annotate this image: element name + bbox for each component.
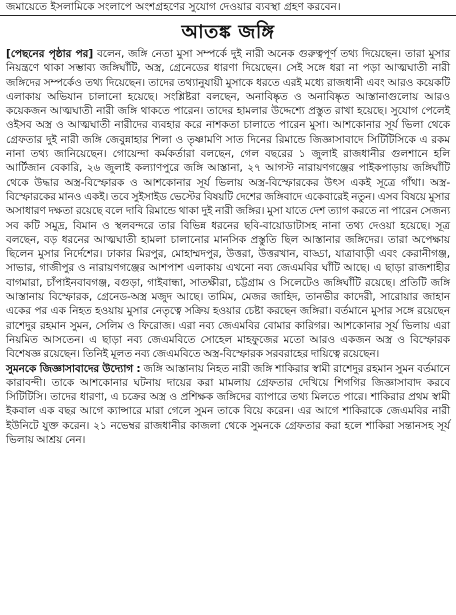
section-subhead: সুমনকে জিজ্ঞাসাবাদের উদ্যোগ : <box>6 362 141 375</box>
paragraph-2-text: জঙ্গি আস্তানায় নিহত নারী জঙ্গি শাকিরার স্বামী রাশেদুর রহমান সুমন বর্তমানে কারাবন্দী। তাকে আশকোনার ঘটনায় দায়ের করা মামলায় গ্রেফতার দেখিয়ে শিগগির জিজ্ঞাসাবাদ করবে সিটিটিসি। তাদের ধারণা, এ চক্রের অস্ত্র ও প্রশিক্ষক জঙ্গিদের ব্যাপারে তথ্য মিলতে পারে। শাকিরার প্রথম স্বামী ইকবাল এক বছর আগে ক্যান্সারে মারা গেলে সুমন তাকে বিয়ে করেন। এর আগে শাকিরাকে জেএমবির নারী ইউনিটে যুক্ত করেন। ২১ নভেম্বর রাজধানীর কাজলা থেকে সুমনকে গ্রেফতার করা হলে শাকিরা সন্তানসহ সূর্য ভিলায় আশ্রয় নেন। <box>6 362 450 447</box>
paragraph-1-text: বলেন, জঙ্গি নেতা মুসা সম্পর্কে দুই নারী অনেক গুরুত্বপূর্ণ তথ্য দিয়েছেন। তারা মুসার নিয়ন্ত্রণে থাকা সম্ভাব্য জঙ্গিঘাঁটি, অস্ত্র, গ্রেনেডের ধারণা দিয়েছেন। সেই সঙ্গে ধরা না পড়া আত্মঘাতী নারী জঙ্গিদের সম্পর্কেও তথ্য দিয়েছেন। তাদের তথ্যানুযায়ী মুসাকে ধরতে এরই মধ্যে রাজধানী এবং আরও কয়েকটি এলাকায় অভিযান চালানো হয়েছে। সংশ্লিষ্টরা বলছেন, অনাবিষ্কৃত ও অনাবিষ্কৃত আস্তানাগুলোয় আরও কয়েকজন আত্মঘাতী নারী জঙ্গি থাকতে পারেন। তাদের হামলার উদ্দেশ্যে প্রস্তুত রাখা হয়েছে। সুযোগ পেলেই ওইসব অস্ত্র ও আত্মঘাতী নারীদের ব্যবহার করে নাশকতা চালাতে পারেন মুসা। আশকোনার সূর্য ভিলা থেকে গ্রেফতার দুই নারী জঙ্গি জেবুন্নাহার শিলা ও তৃষ্ণামণি সাত দিনের রিমান্ডে জিজ্ঞাসাবাদে সিটিটিসিকে এ রকম নানা তথ্য জানিয়েছেন। গোয়েন্দা কর্মকর্তারা বলছেন, গেল বছরের ১ জুলাই রাজধানীর গুলশানে হলি আর্টিজান বেকারি, ২৬ জুলাই কল্যাণপুরে জঙ্গি আস্তানা, ২৭ আগস্ট নারায়ণগঞ্জের পাইকপাড়ায় জঙ্গিঘাঁটি থেকে উদ্ধার অস্ত্র-বিস্ফোরক ও আশকোনার সূর্য ভিলায় অস্ত্র-বিস্ফোরকের উৎস একই সূত্রে গাঁথা। অস্ত্র-বিস্ফোরকের মানও একই। তবে সুইসাইড ভেস্টের বিষয়টি দেশের জঙ্গিবাদে একেবারেই নতুন। এসব বিষয়ে মুসার অসাধারণ দক্ষতা রয়েছে বলে দাবি রিমান্ডে থাকা দুই নারী জঙ্গির। মুসা যাতে দেশ ত্যাগ করতে না পারেন সেজন্য সব কটি সমুদ্র, বিমান ও স্থলবন্দরে তার বিভিন্ন ধরনের ছবি-বায়োডাটাসহ নানা তথ্য দেওয়া হয়েছে। সূত্র বলছেন, বড় ধরনের আত্মঘাতী হামলা চালানোর মানসিক প্রস্তুতি ছিল আস্তানার জঙ্গিদের। তারা অপেক্ষায় ছিলেন মুসার নির্দেশের। ঢাকার মিরপুর, মোহাম্মদপুর, উত্তরা, উত্তরখান, বাড্ডা, যাত্রাবাড়ী এবং কেরানীগঞ্জ, সাভার, গাজীপুর ও নারায়ণগঞ্জের আশপাশ এলাকায় এখনো নব্য জেএমবির ঘাঁটি আছে। এ ছাড়া রাজশাহীর বাগমারা, চাঁপাইনবাবগঞ্জ, বগুড়া, গাইবান্ধা, সাতক্ষীরা, চট্টগ্রাম ও সিলেটেও জঙ্গিঘাঁটি রয়েছে। প্রতিটি জঙ্গি আস্তানায় বিস্ফোরক, গ্রেনেড-অস্ত্র মজুদ আছে। তামিম, মেজর জাহিদ, তানভীর কাদেরী, সারোয়ার জাহান একের পর এক নিহত হওয়ায় মুসার নেতৃত্বে সক্রিয় হওয়ার চেষ্টা করছেন জঙ্গিরা। বর্তমানে মুসার সঙ্গে রয়েছেন রাশেদুর রহমান সুমন, সেলিম ও ফিরোজ। এরা নব্য জেএমবির বোমার কারিগর। আশকোনার সূর্য ভিলায় এরা নিয়মিত আসতেন। এ ছাড়া নব্য জেএমবিতে সোহেল মাহফুজের মতো আরও একজন অস্ত্র ও বিস্ফোরক বিশেষজ্ঞ রয়েছেন। তিনিই মূলত নব্য জেএমবিতে অস্ত্র-বিস্ফোরক সরবরাহের দায়িত্বে রয়েছেন। <box>6 48 451 361</box>
continued-from-tag: [পেছনের পৃষ্ঠার পর] <box>6 48 94 60</box>
article-headline: আতঙ্ক জঙ্গি <box>181 21 275 43</box>
article-paragraph-2 <box>6 362 450 448</box>
previous-article-tail: জমায়েতে ইসলামিকে সংলাপে অংশগ্রহণের সুযোগ দেওয়ার ব্যবস্থা গ্রহণ করবেন। <box>0 0 456 16</box>
article-paragraph-1 <box>6 47 450 362</box>
